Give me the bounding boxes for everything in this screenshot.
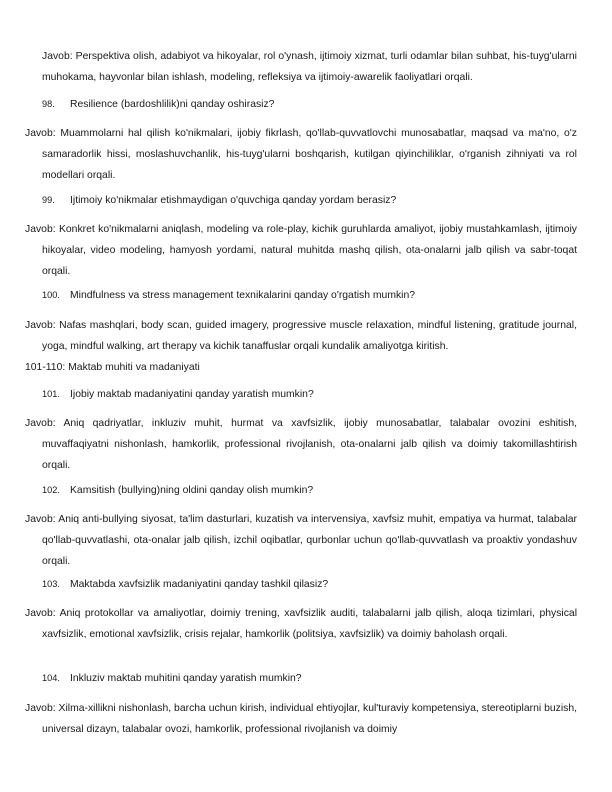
question-number: 104. <box>42 673 60 683</box>
question-text: Inkluziv maktab muhitini qanday yaratish mumkin? <box>70 673 302 684</box>
question-text: Ijobiy maktab madaniyatini qanday yaratish mumkin? <box>70 389 314 400</box>
question-text: Kamsitish (bullying)ning oldini qanday olish mumkin? <box>70 485 314 496</box>
question-number: 101. <box>42 389 60 399</box>
answer-text: Javob: Aniq qadriyatlar, inkluziv muhit, hurmat va xavfsizlik, ijobiy munosabatlar, talabalar ovozini eshitish, muvaffaqiyatni nishonlash, hamkorlik, professional rivojlanish, ota-onalarni jalb qilish va doimiy takomillashtirish orqali. <box>25 418 577 471</box>
question-number: 99. <box>42 195 55 205</box>
answer-text: Javob: Xilma-xillikni nishonlash, barcha uchun kirish, individual ehtiyojlar, kul'turaviy kompetensiya, stereotiplarni buzish, universal dizayn, talabalar ovozi, hamkorlik, professional rivojlanish va doimiy <box>25 703 577 735</box>
question-text: Resilience (bardoshlilik)ni qanday oshirasiz? <box>70 99 275 110</box>
question-104 <box>42 668 562 690</box>
question-number: 98. <box>42 99 55 109</box>
question-101 <box>42 384 562 406</box>
question-text: Mindfulness va stress management texnikalarini qanday o'rgatish mumkin? <box>70 290 416 301</box>
question-number: 102. <box>42 485 60 495</box>
answer-text: Javob: Perspektiva olish, adabiyot va hikoyalar, rol o'ynash, ijtimoiy xizmat, turli odamlar bilan suhbat, his-tuyg'ularni muhokama, hayvonlar bilan ishlash, modeling, refleksiya va ijtimoiy-awarelik faoliyatlari orqali. <box>42 51 577 83</box>
section-heading: 101-110: Maktab muhiti va madaniyati <box>25 362 200 373</box>
question-99 <box>42 190 562 212</box>
question-100 <box>42 285 562 307</box>
question-number: 103. <box>42 579 60 589</box>
question-text: Maktabda xavfsizlik madaniyatini qanday tashkil qilasiz? <box>70 579 329 590</box>
answer-text: Javob: Aniq anti-bullying siyosat, ta'lim dasturlari, kuzatish va intervensiya, xavfsiz muhit, empatiya va hurmat, talabalar qo'llab-quvvatlashi, ota-onalar jalb qilish, izchil oqibatlar, qurbonlar uchun qo'llab-quvvatlash va proaktiv yondashuv orqali. <box>25 514 577 567</box>
answer-text: Javob: Nafas mashqlari, body scan, guided imagery, progressive muscle relaxation, mindful listening, gratitude journal, yoga, mindful walking, art therapy va kichik tanaffuslar orqali kundalik amaliyotga kiritish. <box>25 320 577 352</box>
question-102 <box>42 480 562 502</box>
answer-text: Javob: Konkret ko'nikmalarni aniqlash, modeling va role-play, kichik guruhlarda amaliyot, ijobiy mustahkamlash, ijtimoiy hikoyalar, video modeling, hamyosh yordami, natural muhitda mashq qilish, ota-onalarni jalb qilish va sabr-toqat orqali. <box>25 224 577 277</box>
question-text: Ijtimoiy ko'nikmalar etishmaydigan o'quvchiga qanday yordam berasiz? <box>70 195 397 206</box>
question-103 <box>42 574 562 596</box>
answer-text: Javob: Muammolarni hal qilish ko'nikmalari, ijobiy fikrlash, qo'llab-quvvatlovchi munosabatlar, maqsad va ma'no, o'z samaradorlik hissi, moslashuvchanlik, his-tuyg'ularni boshqarish, kutilgan qiyinchiliklar, o'rganish zihniyati va rol modellari orqali. <box>25 128 577 181</box>
answer-text: Javob: Aniq protokollar va amaliyotlar, doimiy trening, xavfsizlik auditi, talabalarni jalb qilish, aloqa tizimlari, physical xavfsizlik, emotional xavfsizlik, crisis rejalar, hamkorlik (politsiya, xavfsizlik) va doimiy baholash orqali. <box>25 608 577 640</box>
question-98 <box>42 94 562 116</box>
question-number: 100. <box>42 290 60 300</box>
